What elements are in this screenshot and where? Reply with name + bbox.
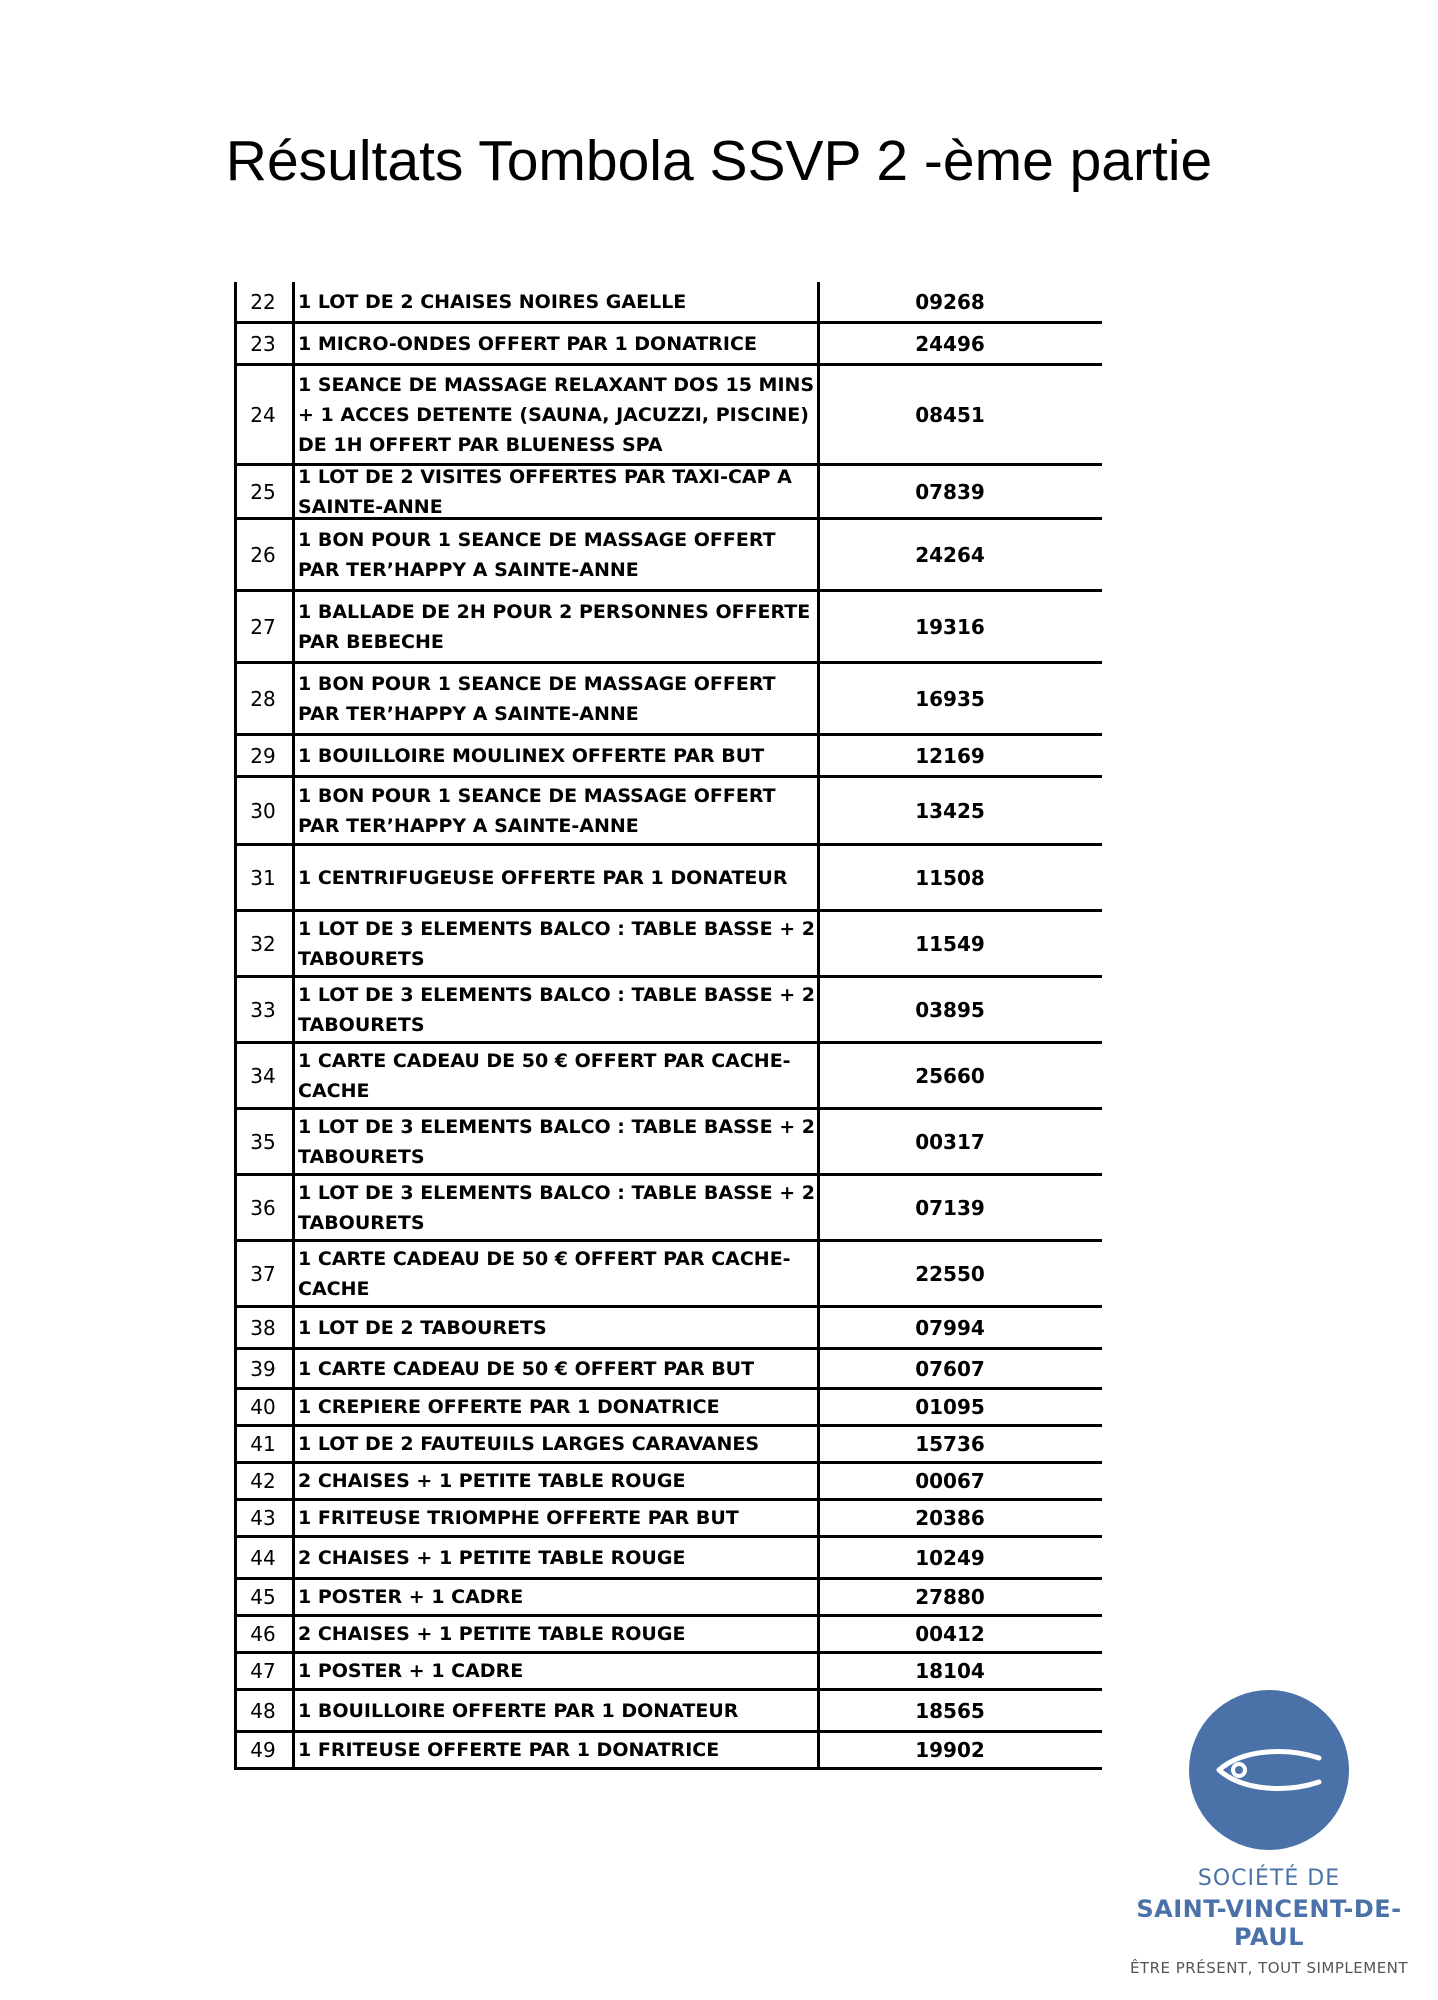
lot-description-text: 1 BON POUR 1 SEANCE DE MASSAGE OFFERT PAR TER’HAPPY A SAINTE-ANNE	[298, 528, 776, 581]
winning-ticket-number: 19316	[915, 614, 985, 639]
lot-description	[295, 1308, 820, 1347]
winning-ticket-number: 27880	[915, 1585, 985, 1609]
table-row	[234, 282, 1102, 324]
table-row	[234, 846, 1102, 912]
lot-number: 39	[234, 1350, 295, 1387]
lot-description-text: 1 BOUILLOIRE MOULINEX OFFERTE PAR BUT	[298, 744, 765, 767]
table-row	[234, 1044, 1102, 1110]
lot-description-text: 1 LOT DE 3 ELEMENTS BALCO : TABLE BASSE + 2 TABOURETS	[298, 1115, 815, 1168]
winning-ticket-number: 20386	[915, 1506, 985, 1530]
winning-ticket-number: 15736	[915, 1432, 985, 1456]
lot-number: 27	[234, 592, 295, 661]
logo-line-1: SOCIÉTÉ DE	[1197, 1866, 1341, 1891]
lot-description	[295, 1427, 820, 1461]
lot-description-text: 1 CARTE CADEAU DE 50 € OFFERT PAR CACHE-CACHE	[298, 1049, 791, 1102]
lot-description	[295, 664, 820, 733]
lot-description-text: 1 LOT DE 2 VISITES OFFERTES PAR TAXI-CAP A SAINTE-ANNE	[298, 466, 792, 517]
winning-ticket-number: 08451	[915, 402, 985, 427]
table-row	[234, 778, 1102, 846]
lot-description-text: 1 MICRO-ONDES OFFERT PAR 1 DONATRICE	[298, 332, 757, 355]
lot-description-text: 1 LOT DE 2 FAUTEUILS LARGES CARAVANES	[298, 1433, 760, 1455]
table-row	[234, 1176, 1102, 1242]
lot-description	[295, 520, 820, 589]
lot-description-text: 1 CREPIERE OFFERTE PAR 1 DONATRICE	[298, 1396, 720, 1418]
table-row	[234, 978, 1102, 1044]
lot-description-text: 1 LOT DE 3 ELEMENTS BALCO : TABLE BASSE + 2 TABOURETS	[298, 983, 815, 1036]
lot-description-text: 1 CENTRIFUGEUSE OFFERTE PAR 1 DONATEUR	[298, 866, 788, 889]
lot-number: 34	[234, 1044, 295, 1107]
table-row	[234, 366, 1102, 466]
table-row	[234, 1308, 1102, 1350]
winning-ticket-number: 16935	[915, 686, 985, 711]
lot-description	[295, 778, 820, 843]
lot-description	[295, 1044, 820, 1107]
lot-description-text: 1 BALLADE DE 2H POUR 2 PERSONNES OFFERTE PAR BEBECHE	[298, 600, 811, 653]
lot-number: 33	[234, 978, 295, 1041]
lot-description	[295, 912, 820, 975]
lot-description	[295, 1242, 820, 1305]
table-row	[234, 1390, 1102, 1427]
lot-description-text: 1 POSTER + 1 CADRE	[298, 1586, 524, 1608]
table-row	[234, 1654, 1102, 1691]
table-row	[234, 912, 1102, 978]
lot-number: 49	[234, 1733, 295, 1767]
lot-number: 40	[234, 1390, 295, 1424]
lot-number: 45	[234, 1580, 295, 1614]
lot-description-text: 1 LOT DE 3 ELEMENTS BALCO : TABLE BASSE + 2 TABOURETS	[298, 1181, 815, 1234]
lot-description	[295, 978, 820, 1041]
winning-ticket-number: 10249	[915, 1545, 985, 1570]
lot-description	[295, 366, 820, 463]
lot-description-text: 1 CARTE CADEAU DE 50 € OFFERT PAR BUT	[298, 1357, 755, 1380]
results-table	[234, 282, 1102, 1770]
lot-description	[295, 1580, 820, 1614]
table-row	[234, 1350, 1102, 1390]
lot-description-text: 1 FRITEUSE OFFERTE PAR 1 DONATRICE	[298, 1739, 720, 1761]
winning-ticket-number: 07139	[915, 1195, 985, 1220]
lot-number: 22	[234, 282, 295, 321]
winning-ticket-number: 19902	[915, 1738, 985, 1762]
winning-ticket-number: 01095	[915, 1395, 985, 1419]
winning-ticket-number: 12169	[915, 743, 985, 768]
lot-number: 48	[234, 1691, 295, 1730]
logo-circle	[1189, 1690, 1349, 1850]
lot-description-text: 1 POSTER + 1 CADRE	[298, 1660, 524, 1682]
table-row	[234, 1691, 1102, 1733]
winning-ticket-number: 07839	[915, 479, 985, 504]
winning-ticket-number: 09268	[915, 289, 985, 314]
lot-description	[295, 1390, 820, 1424]
lot-description	[295, 1691, 820, 1730]
table-row	[234, 520, 1102, 592]
lot-number: 25	[234, 466, 295, 517]
lot-number: 37	[234, 1242, 295, 1305]
lot-number: 38	[234, 1308, 295, 1347]
table-row	[234, 592, 1102, 664]
lot-number: 24	[234, 366, 295, 463]
winning-ticket-number: 00067	[915, 1469, 985, 1493]
winning-ticket-number: 03895	[915, 997, 985, 1022]
table-row	[234, 1733, 1102, 1770]
lot-description-text: 1 FRITEUSE TRIOMPHE OFFERTE PAR BUT	[298, 1507, 739, 1529]
table-row	[234, 736, 1102, 778]
lot-number: 43	[234, 1501, 295, 1535]
lot-number: 28	[234, 664, 295, 733]
lot-description	[295, 1350, 820, 1387]
lot-description-text: 1 BOUILLOIRE OFFERTE PAR 1 DONATEUR	[298, 1699, 739, 1722]
table-row	[234, 1427, 1102, 1464]
table-row	[234, 664, 1102, 736]
lot-description-text: 2 CHAISES + 1 PETITE TABLE ROUGE	[298, 1623, 686, 1645]
lot-number: 47	[234, 1654, 295, 1688]
page-title: Résultats Tombola SSVP 2 -ème partie	[225, 129, 1213, 193]
lot-description-text: 1 BON POUR 1 SEANCE DE MASSAGE OFFERT PAR TER’HAPPY A SAINTE-ANNE	[298, 672, 776, 725]
table-row	[234, 1617, 1102, 1654]
lot-description	[295, 1110, 820, 1173]
winning-ticket-number: 07607	[915, 1356, 985, 1381]
logo-line-2: SAINT-VINCENT-DE-PAUL	[1136, 1895, 1402, 1951]
table-row	[234, 1110, 1102, 1176]
winning-ticket-number: 24264	[915, 542, 985, 567]
lot-description	[295, 846, 820, 909]
winning-ticket-number: 25660	[915, 1063, 985, 1088]
lot-description	[295, 1617, 820, 1651]
lot-description	[295, 592, 820, 661]
winning-ticket-number: 13425	[915, 798, 985, 823]
winning-ticket-number: 07994	[915, 1315, 985, 1340]
lot-description	[295, 1538, 820, 1577]
lot-description-text: 1 LOT DE 3 ELEMENTS BALCO : TABLE BASSE + 2 TABOURETS	[298, 917, 815, 970]
lot-number: 29	[234, 736, 295, 775]
winning-ticket-number: 11508	[915, 865, 985, 890]
table-row	[234, 324, 1102, 366]
lot-number: 46	[234, 1617, 295, 1651]
winning-ticket-number: 00317	[915, 1129, 985, 1154]
winning-ticket-number: 11549	[915, 931, 985, 956]
lot-description-text: 1 LOT DE 2 TABOURETS	[298, 1316, 547, 1339]
fish-icon	[1209, 1740, 1329, 1800]
lot-number: 32	[234, 912, 295, 975]
winning-ticket-number: 22550	[915, 1261, 985, 1286]
lot-description	[295, 466, 820, 517]
lot-description	[295, 736, 820, 775]
lot-description	[295, 1654, 820, 1688]
lot-description	[295, 282, 820, 321]
table-row	[234, 1464, 1102, 1501]
lot-number: 41	[234, 1427, 295, 1461]
table-row	[234, 1242, 1102, 1308]
lot-number: 35	[234, 1110, 295, 1173]
winning-ticket-number: 18565	[915, 1698, 985, 1723]
winning-ticket-number: 18104	[915, 1659, 985, 1683]
winning-ticket-number: 24496	[915, 331, 985, 356]
lot-description	[295, 1464, 820, 1498]
table-row	[234, 1501, 1102, 1538]
lot-description-text: 1 LOT DE 2 CHAISES NOIRES GAELLE	[298, 290, 687, 313]
winning-ticket-number: 00412	[915, 1622, 985, 1646]
lot-description	[295, 1501, 820, 1535]
lot-description	[295, 1176, 820, 1239]
table-row	[234, 1538, 1102, 1580]
table-row	[234, 466, 1102, 520]
lot-number: 30	[234, 778, 295, 843]
lot-description	[295, 1733, 820, 1767]
lot-description	[295, 324, 820, 363]
lot-description-text: 2 CHAISES + 1 PETITE TABLE ROUGE	[298, 1546, 686, 1569]
lot-description-text: 1 CARTE CADEAU DE 50 € OFFERT PAR CACHE-CACHE	[298, 1247, 791, 1300]
ssvp-logo	[1102, 1690, 1436, 1977]
lot-description-text: 2 CHAISES + 1 PETITE TABLE ROUGE	[298, 1470, 686, 1492]
lot-description-text: 1 SEANCE DE MASSAGE RELAXANT DOS 15 MINS + 1 ACCES DETENTE (SAUNA, JACUZZI, PISCINE) DE 1H OFFERT PAR BLUENESS SPA	[298, 373, 815, 456]
lot-number: 42	[234, 1464, 295, 1498]
lot-number: 44	[234, 1538, 295, 1577]
logo-tagline: ÊTRE PRÉSENT, TOUT SIMPLEMENT	[1129, 1959, 1409, 1977]
table-row	[234, 1580, 1102, 1617]
lot-number: 36	[234, 1176, 295, 1239]
lot-description-text: 1 BON POUR 1 SEANCE DE MASSAGE OFFERT PAR TER’HAPPY A SAINTE-ANNE	[298, 784, 776, 837]
lot-number: 23	[234, 324, 295, 363]
lot-number: 31	[234, 846, 295, 909]
lot-number: 26	[234, 520, 295, 589]
